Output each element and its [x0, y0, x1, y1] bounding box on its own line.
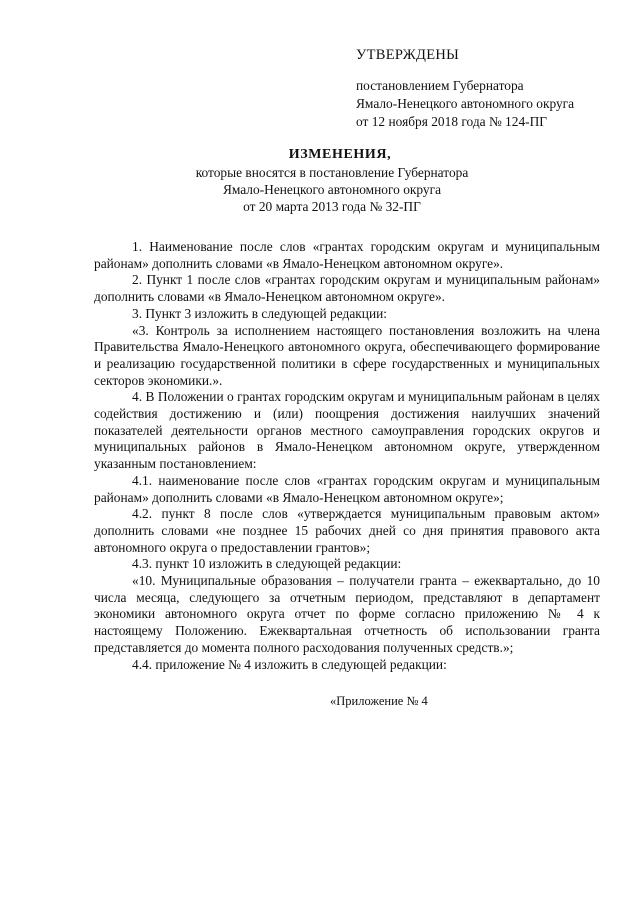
approved-heading: УТВЕРЖДЕНЫ [356, 47, 460, 63]
approval-line: постановлением Губернатора [356, 78, 524, 93]
paragraph-3: 3. Пункт 3 изложить в следующей редакции: [132, 305, 388, 321]
approval-line: Ямало-Ненецкого автономного округа [356, 96, 575, 111]
paragraph-4-2: 4.2. пункт 8 после слов «утверждается муниципальным правовым актом» дополнить словами «не позднее 15 рабочих дней со дня принятия правового акта автономного округа о предоставлении грантов»; [94, 506, 600, 555]
document-title: ИЗМЕНЕНИЯ, [288, 147, 392, 162]
paragraph-1: 1. Наименование после слов «грантах городским округам и муниципальным районам» дополнить словами «в Ямало-Ненецком автономном округе». [94, 239, 600, 271]
title-line: Ямало-Ненецкого автономного округа [222, 182, 442, 197]
title-line: которые вносятся в постановление Губернатора [195, 165, 469, 180]
paragraph-4-4: 4.4. приложение № 4 изложить в следующей редакции: [132, 656, 447, 672]
approval-reference [356, 77, 574, 131]
document-title-block [0, 146, 640, 215]
paragraph-2: 2. Пункт 1 после слов «грантах городским округам и муниципальным районам» дополнить словами «в Ямало-Ненецком автономном округе». [94, 272, 600, 305]
title-line: от 20 марта 2013 года № 32-ПГ [243, 199, 421, 214]
approval-line: от 12 ноября 2018 года № 124-ПГ [356, 114, 548, 129]
paragraph-4-3-text: «10. Муниципальные образования – получатели гранта – ежеквартально, до 10 числа месяца, следующего за отчетным периодом, представляют в департамент экономики автономного округа отчет по форме согласно приложению № 4 к настоящему Положению. Ежеквартальная отчетность об использовании гранта представляется до момента полного расходования полученных средств.»; [94, 573, 600, 655]
paragraph-4-3: 4.3. пункт 10 изложить в следующей редакции: [132, 556, 402, 572]
document-body [94, 239, 600, 673]
paragraph-3-text: «3. Контроль за исполнением настоящего постановления возложить на члена Правительства Ямало-Ненецкого автономного округа, обеспечивающего формирование и реализацию государственной политики в сфере государственных и муниципальных секторов экономики.». [94, 322, 600, 388]
paragraph-4: 4. В Положении о грантах городским округам и муниципальным районам в целях содействия достижению и (или) поощрения достижения наилучших значений показателей деятельности органов местного самоуправления городских округов и муниципальных районов в Ямало-Ненецком автономном округе, утвержденном указанным постановлением: [94, 389, 600, 472]
paragraph-4-1: 4.1. наименование после слов «грантах городским округам и муниципальным районам» дополнить словами «в Ямало-Ненецком автономном округе»; [94, 472, 600, 505]
appendix-label: «Приложение № 4 [330, 694, 428, 708]
